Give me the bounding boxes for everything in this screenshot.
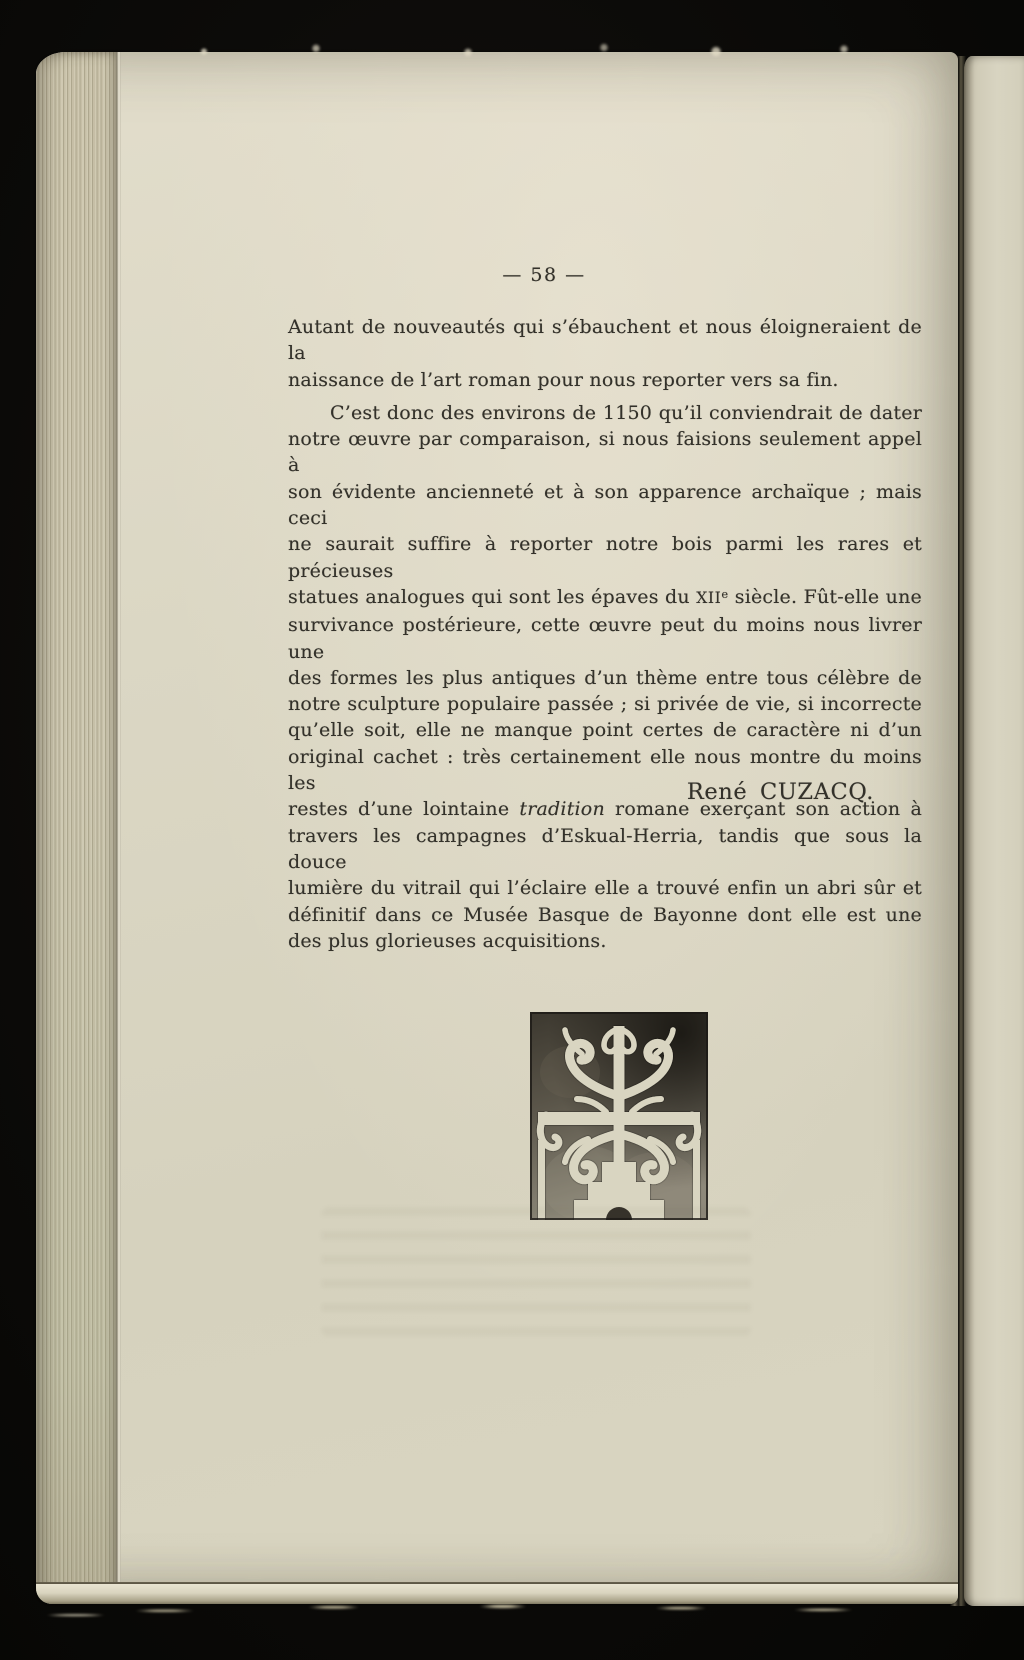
tailpiece-ornament-icon	[530, 1012, 708, 1220]
text-segment: original cachet : très certainement elle nous montre du moins les	[288, 745, 922, 795]
adjacent-page-edge	[964, 56, 1024, 1606]
text-line	[288, 584, 922, 612]
paragraph	[288, 400, 922, 954]
text-line	[288, 479, 922, 532]
text-segment: qu’elle soit, elle ne manque point certes de caractère ni d’un	[288, 719, 922, 742]
text-segment: statues analogues qui sont les épaves du	[288, 585, 697, 608]
text-segment: survivance postérieure, cette œuvre peut du moins nous livrer une	[288, 614, 922, 663]
text-line	[288, 426, 922, 479]
text-line	[288, 691, 922, 717]
text-line	[288, 314, 922, 367]
text-segment: ne saurait suffire à reporter notre bois parmi les rares et précieuses	[288, 533, 922, 582]
text-segment: e	[721, 586, 729, 601]
text-segment: C’est donc des environs de 1150 qu’il conviendrait de dater	[330, 401, 922, 424]
text-segment: travers les campagnes d’Eskual-Herria, tandis que sous la douce	[288, 824, 922, 873]
text-block	[288, 314, 922, 954]
text-segment: XII	[696, 588, 722, 607]
text-segment: tradition	[519, 798, 605, 821]
text-line	[288, 612, 922, 665]
text-segment: des formes les plus antiques d’un thème entre tous célèbre de	[288, 666, 922, 689]
text-segment: notre sculpture populaire passée ; si privée de vie, si incorrecte	[288, 693, 922, 716]
text-line	[288, 717, 922, 743]
page-bottom-curl	[36, 1582, 958, 1604]
show-through-smudge	[321, 1207, 751, 1337]
text-line	[288, 902, 922, 928]
text-segment: romane exerçant son action à	[604, 798, 922, 821]
text-segment: Autant de nouveautés qui s’ébauchent et nous éloigneraient de la	[288, 316, 922, 365]
text-segment: naissance de l’art roman pour nous reporter vers sa fin.	[288, 368, 839, 391]
page-top-deckle	[140, 42, 940, 58]
text-line	[288, 665, 922, 691]
text-segment: son évidente ancienneté et à son apparence archaïque ; mais ceci	[288, 480, 922, 530]
text-segment: lumière du vitrail qui l’éclaire elle a trouvé enfin un abri sûr et	[288, 877, 922, 900]
author-signature: René CUZACQ.	[686, 779, 874, 805]
page-number: — 58 —	[502, 264, 586, 286]
text-line	[288, 823, 922, 876]
text-line	[288, 531, 922, 584]
fore-edge-stripes	[36, 52, 118, 1604]
paragraph	[288, 314, 922, 393]
text-line	[288, 367, 922, 393]
text-segment: notre œuvre par comparaison, si nous faisions seulement appel à	[288, 428, 922, 477]
text-segment: restes d’une lointaine	[288, 798, 520, 821]
page-bottom-edges	[40, 1602, 930, 1646]
text-line	[288, 875, 922, 901]
text-line	[288, 928, 922, 954]
main-page	[36, 52, 958, 1604]
text-segment: définitif dans ce Musée Basque de Bayonne dont elle est une	[288, 903, 922, 926]
text-segment: siècle. Fût-elle une	[728, 585, 922, 608]
text-line	[288, 400, 922, 426]
text-segment: des plus glorieuses acquisitions.	[288, 929, 607, 952]
tailpiece-ornament	[530, 1012, 708, 1220]
